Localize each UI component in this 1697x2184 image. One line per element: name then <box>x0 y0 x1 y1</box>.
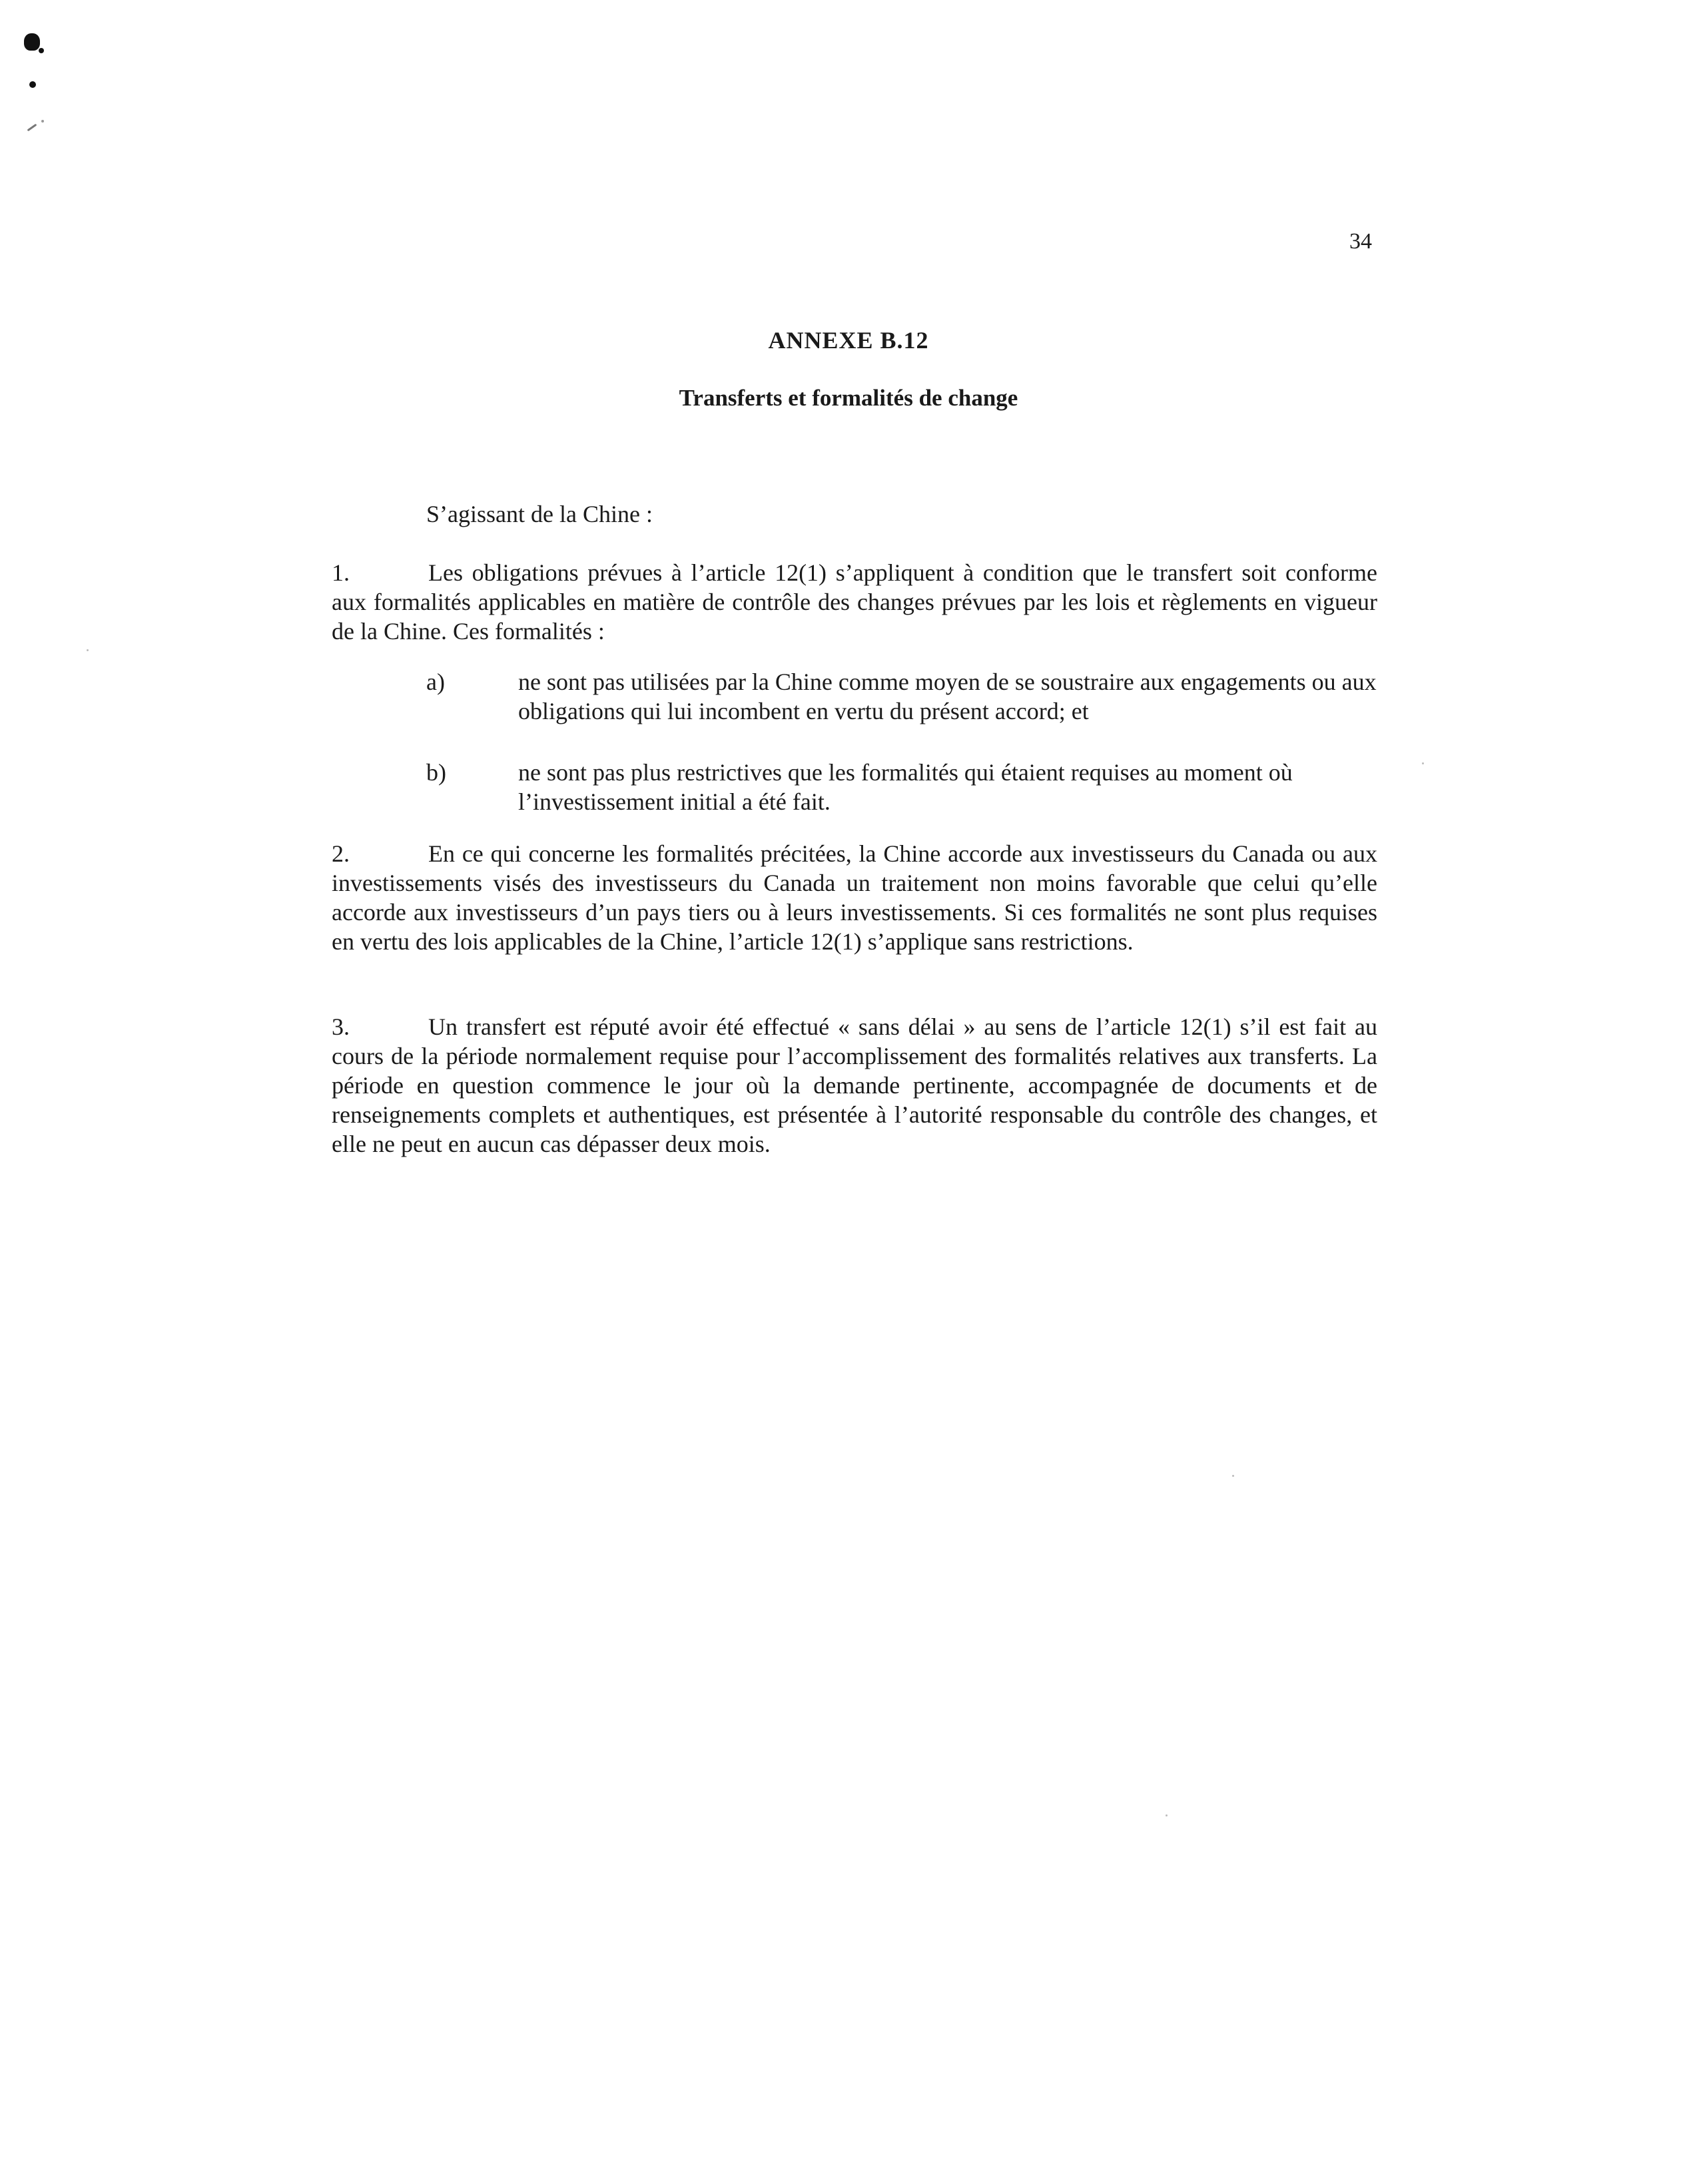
paragraph-number: 3. <box>332 1013 350 1040</box>
paragraph-number: 1. <box>332 559 350 586</box>
paragraph-text: En ce qui concerne les formalités précitées, la Chine accorde aux investisseurs du Canada ou aux investissements visés des investisseurs du Canada un traitement non moins favorable que celui qu’elle accorde aux investisseurs d’un pays tiers ou à leurs investissements. Si ces formalités ne sont plus requises en vertu des lois applicables de la Chine, l’article 12(1) s’applique sans restrictions. <box>332 840 1377 955</box>
scan-speck <box>1232 1475 1234 1477</box>
intro-text: S’agissant de la Chine : <box>426 501 653 527</box>
list-item-text: ne sont pas plus restrictives que les formalités qui étaient requises au moment où l’investissement initial a été fait. <box>518 759 1293 815</box>
scan-speck <box>1422 762 1424 764</box>
paragraph-text: Un transfert est réputé avoir été effectué « sans délai » au sens de l’article 12(1) s’il est fait au cours de la période normalement requise pour l’accomplissement des formalités relatives aux transferts. La période en question commence le jour où la demande pertinente, accompagnée de documents et de renseignements complets et authentiques, est présentée à l’autorité responsable du contrôle des changes, et elle ne peut en aucun cas dépasser deux mois. <box>332 1013 1377 1157</box>
annex-title: ANNEXE B.12 <box>768 327 929 354</box>
page-number: 34 <box>1349 229 1372 254</box>
scan-artifact <box>27 124 37 132</box>
scan-speck <box>1166 1814 1168 1816</box>
paragraph-2 <box>332 839 1377 956</box>
list-item-label: b) <box>426 759 446 786</box>
list-item-a <box>426 667 1379 726</box>
annex-subtitle: Transferts et formalités de change <box>679 385 1018 411</box>
scan-artifact <box>39 48 44 53</box>
paragraph-text: Les obligations prévues à l’article 12(1) s’appliquent à condition que le transfert soit conforme aux formalités applicables en matière de contrôle des changes prévues par les lois et règlements en vigueur de la Chine. Ces formalités : <box>332 559 1377 645</box>
scan-speck <box>87 649 89 651</box>
list-item-text: ne sont pas utilisées par la Chine comme moyen de se soustraire aux engagements ou aux obligations qui lui incombent en vertu du présent accord; et <box>518 669 1377 724</box>
scan-artifact <box>41 120 44 123</box>
scan-artifact <box>29 81 36 88</box>
paragraph-1 <box>332 558 1377 646</box>
scan-artifact <box>24 33 40 51</box>
list-item-b <box>426 758 1379 816</box>
list-item-label: a) <box>426 669 445 695</box>
paragraph-3 <box>332 1012 1377 1159</box>
paragraph-number: 2. <box>332 840 350 867</box>
